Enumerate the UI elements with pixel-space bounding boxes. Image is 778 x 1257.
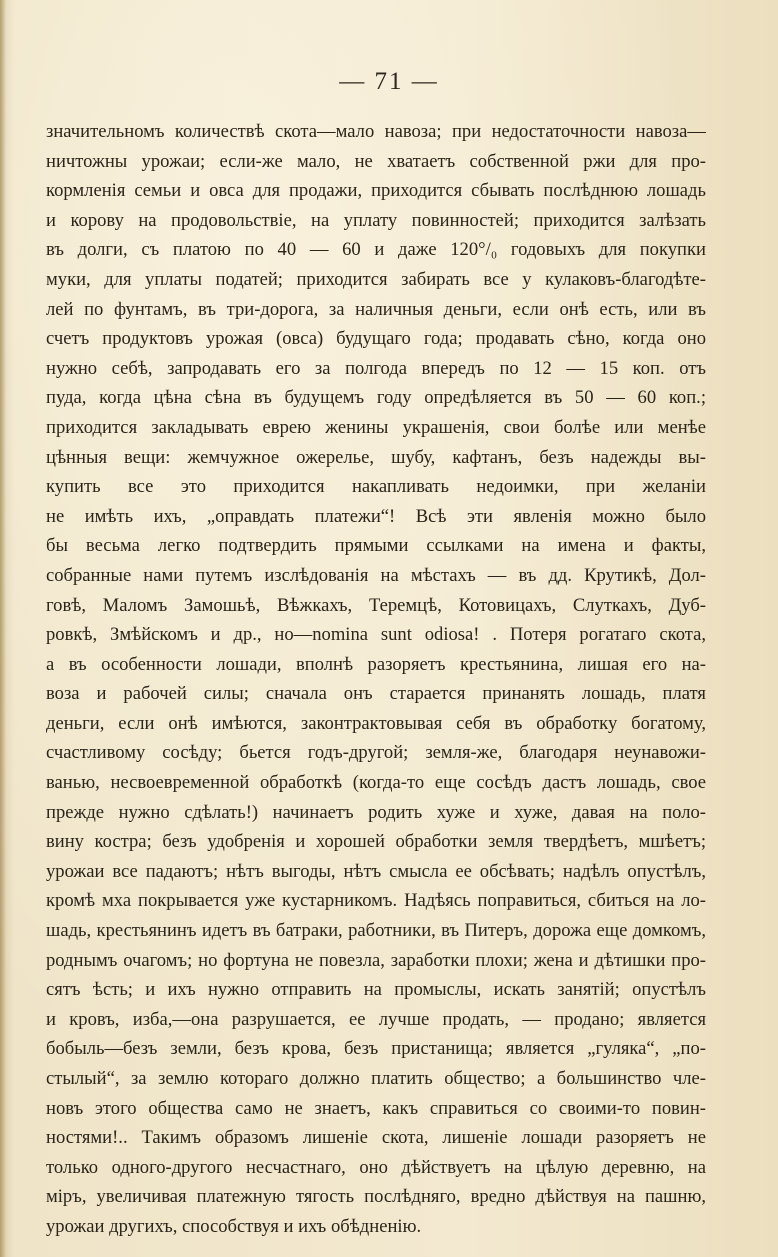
text-line: значительномъ количествѣ скота—мало навоза; при недостаточности навоза— xyxy=(46,121,706,142)
text-line: урожаи другихъ, способствуя и ихъ обѣдненію. xyxy=(46,1215,422,1237)
text-line: кормленія семьи и овса для продажи, приходится сбывать послѣднюю лошадь xyxy=(46,180,706,202)
text-line: ностями!.. Такимъ образомъ лишеніе скота, лишеніе лошади разоряетъ не xyxy=(46,1127,706,1149)
text-line: нужно себѣ, запродавать его за полгода впередъ по 12 — 15 коп. отъ xyxy=(46,357,706,379)
text-line: пуда, когда цѣна сѣна въ будущемъ году опредѣляется въ 50 — 60 коп.; xyxy=(46,387,706,409)
text-line: бобыль—безъ земли, безъ крова, безъ пристанища; является „гуляка“, „по- xyxy=(46,1038,706,1060)
text-line: сятъ ѣсть; и ихъ нужно отправить на промыслы, искать занятій; опустѣлъ xyxy=(46,979,706,1001)
body-text xyxy=(46,117,706,1242)
text-line: муки, для уплаты податей; приходится забирать все у кулаковъ-благодѣте- xyxy=(46,268,706,290)
page-number: — 71 — xyxy=(339,68,439,95)
text-line: урожаи все падаютъ; нѣтъ выгоды, нѣтъ смысла ее обсѣвать; надѣлъ опустѣлъ, xyxy=(46,860,706,882)
text-line: вину костра; безъ удобренія и хорошей обработки земля твердѣетъ, мшѣетъ; xyxy=(46,831,706,853)
text-line: счастливому сосѣду; бьется годъ-другой; земля-же, благодаря неунавожи- xyxy=(46,742,706,764)
text-line: а въ особенности лошади, вполнѣ разоряетъ крестьянина, лишая его на- xyxy=(46,653,706,675)
text-line: собранные нами путемъ изслѣдованія на мѣстахъ — въ дд. Крутикѣ, Дол- xyxy=(46,564,706,586)
text-line: прежде нужно сдѣлать!) начинаетъ родить хуже и хуже, давая на поло- xyxy=(46,801,706,823)
text-line: кромѣ мха покрывается уже кустарникомъ. Надѣясь поправиться, сбиться на ло- xyxy=(46,890,706,912)
text-line: въ долги, съ платою по 40 — 60 и даже 120°/₀ годовыхъ для покупки xyxy=(46,239,706,261)
text-line: приходится закладывать еврею женины украшенія, свои болѣе или менѣе xyxy=(46,416,706,438)
text-line: говѣ, Маломъ Замошьѣ, Вѣжкахъ, Теремцѣ, Котовицахъ, Слуткахъ, Дуб- xyxy=(46,594,706,616)
text-line: только одного-другого несчастнаго, оно дѣйствуетъ на цѣлую деревню, на xyxy=(46,1156,706,1178)
text-line: ванью, несвоевременной обработкѣ (когда-то еще сосѣдъ дастъ лошадь, свое xyxy=(46,772,706,794)
text-line: роднымъ очагомъ; но фортуна не повезла, заработки плохи; жена и дѣтишки про- xyxy=(46,949,706,971)
text-line: шадь, крестьянинъ идетъ въ батраки, работники, въ Питеръ, дорожа еще домкомъ, xyxy=(46,920,706,942)
text-line: бы весьма легко подтвердить прямыми ссылками на имена и факты, xyxy=(46,535,706,557)
text-line: деньги, если онѣ имѣются, законтрактовывая себя въ обработку богатому, xyxy=(46,712,706,734)
text-line: купить все это приходится накапливать недоимки, при желаніи xyxy=(46,476,706,498)
text-line: міръ, увеличивая платежную тягость послѣдняго, вредно дѣйствуя на пашню, xyxy=(46,1186,706,1208)
text-line: счетъ продуктовъ урожая (овса) будущаго года; продавать сѣно, когда оно xyxy=(46,328,706,350)
text-line: ничтожны урожаи; если-же мало, не хватаетъ собственной ржи для про- xyxy=(46,150,706,172)
text-line: воза и рабочей силы; сначала онъ старается принанять лошадь, платя xyxy=(46,683,706,705)
text-line: цѣнныя вещи: жемчужное ожерелье, шубу, кафтанъ, безъ надежды вы- xyxy=(46,446,706,468)
text-line: стылый“, за землю котораго должно платить общество; а большинство чле- xyxy=(46,1068,706,1089)
text-line: не имѣть ихъ, „оправдать платежи“! Всѣ эти явленія можно было xyxy=(46,505,706,527)
text-line: лей по фунтамъ, въ три-дорога, за наличныя деньги, если онѣ есть, или въ xyxy=(46,298,706,320)
text-line: и кровъ, изба,—она разрушается, ее лучше продать, — продано; является xyxy=(46,1008,706,1030)
text-line: ровкѣ, Змѣйскомъ и др., но—nomina sunt odiosa! . Потеря рогатаго скота, xyxy=(46,624,706,646)
text-line: новъ этого общества само не знаетъ, какъ справиться со своими-то повин- xyxy=(46,1097,706,1119)
page-spine-shadow xyxy=(0,0,6,1257)
text-line: и корову на продовольствіе, на уплату повинностей; приходится залѣзать xyxy=(46,209,706,231)
